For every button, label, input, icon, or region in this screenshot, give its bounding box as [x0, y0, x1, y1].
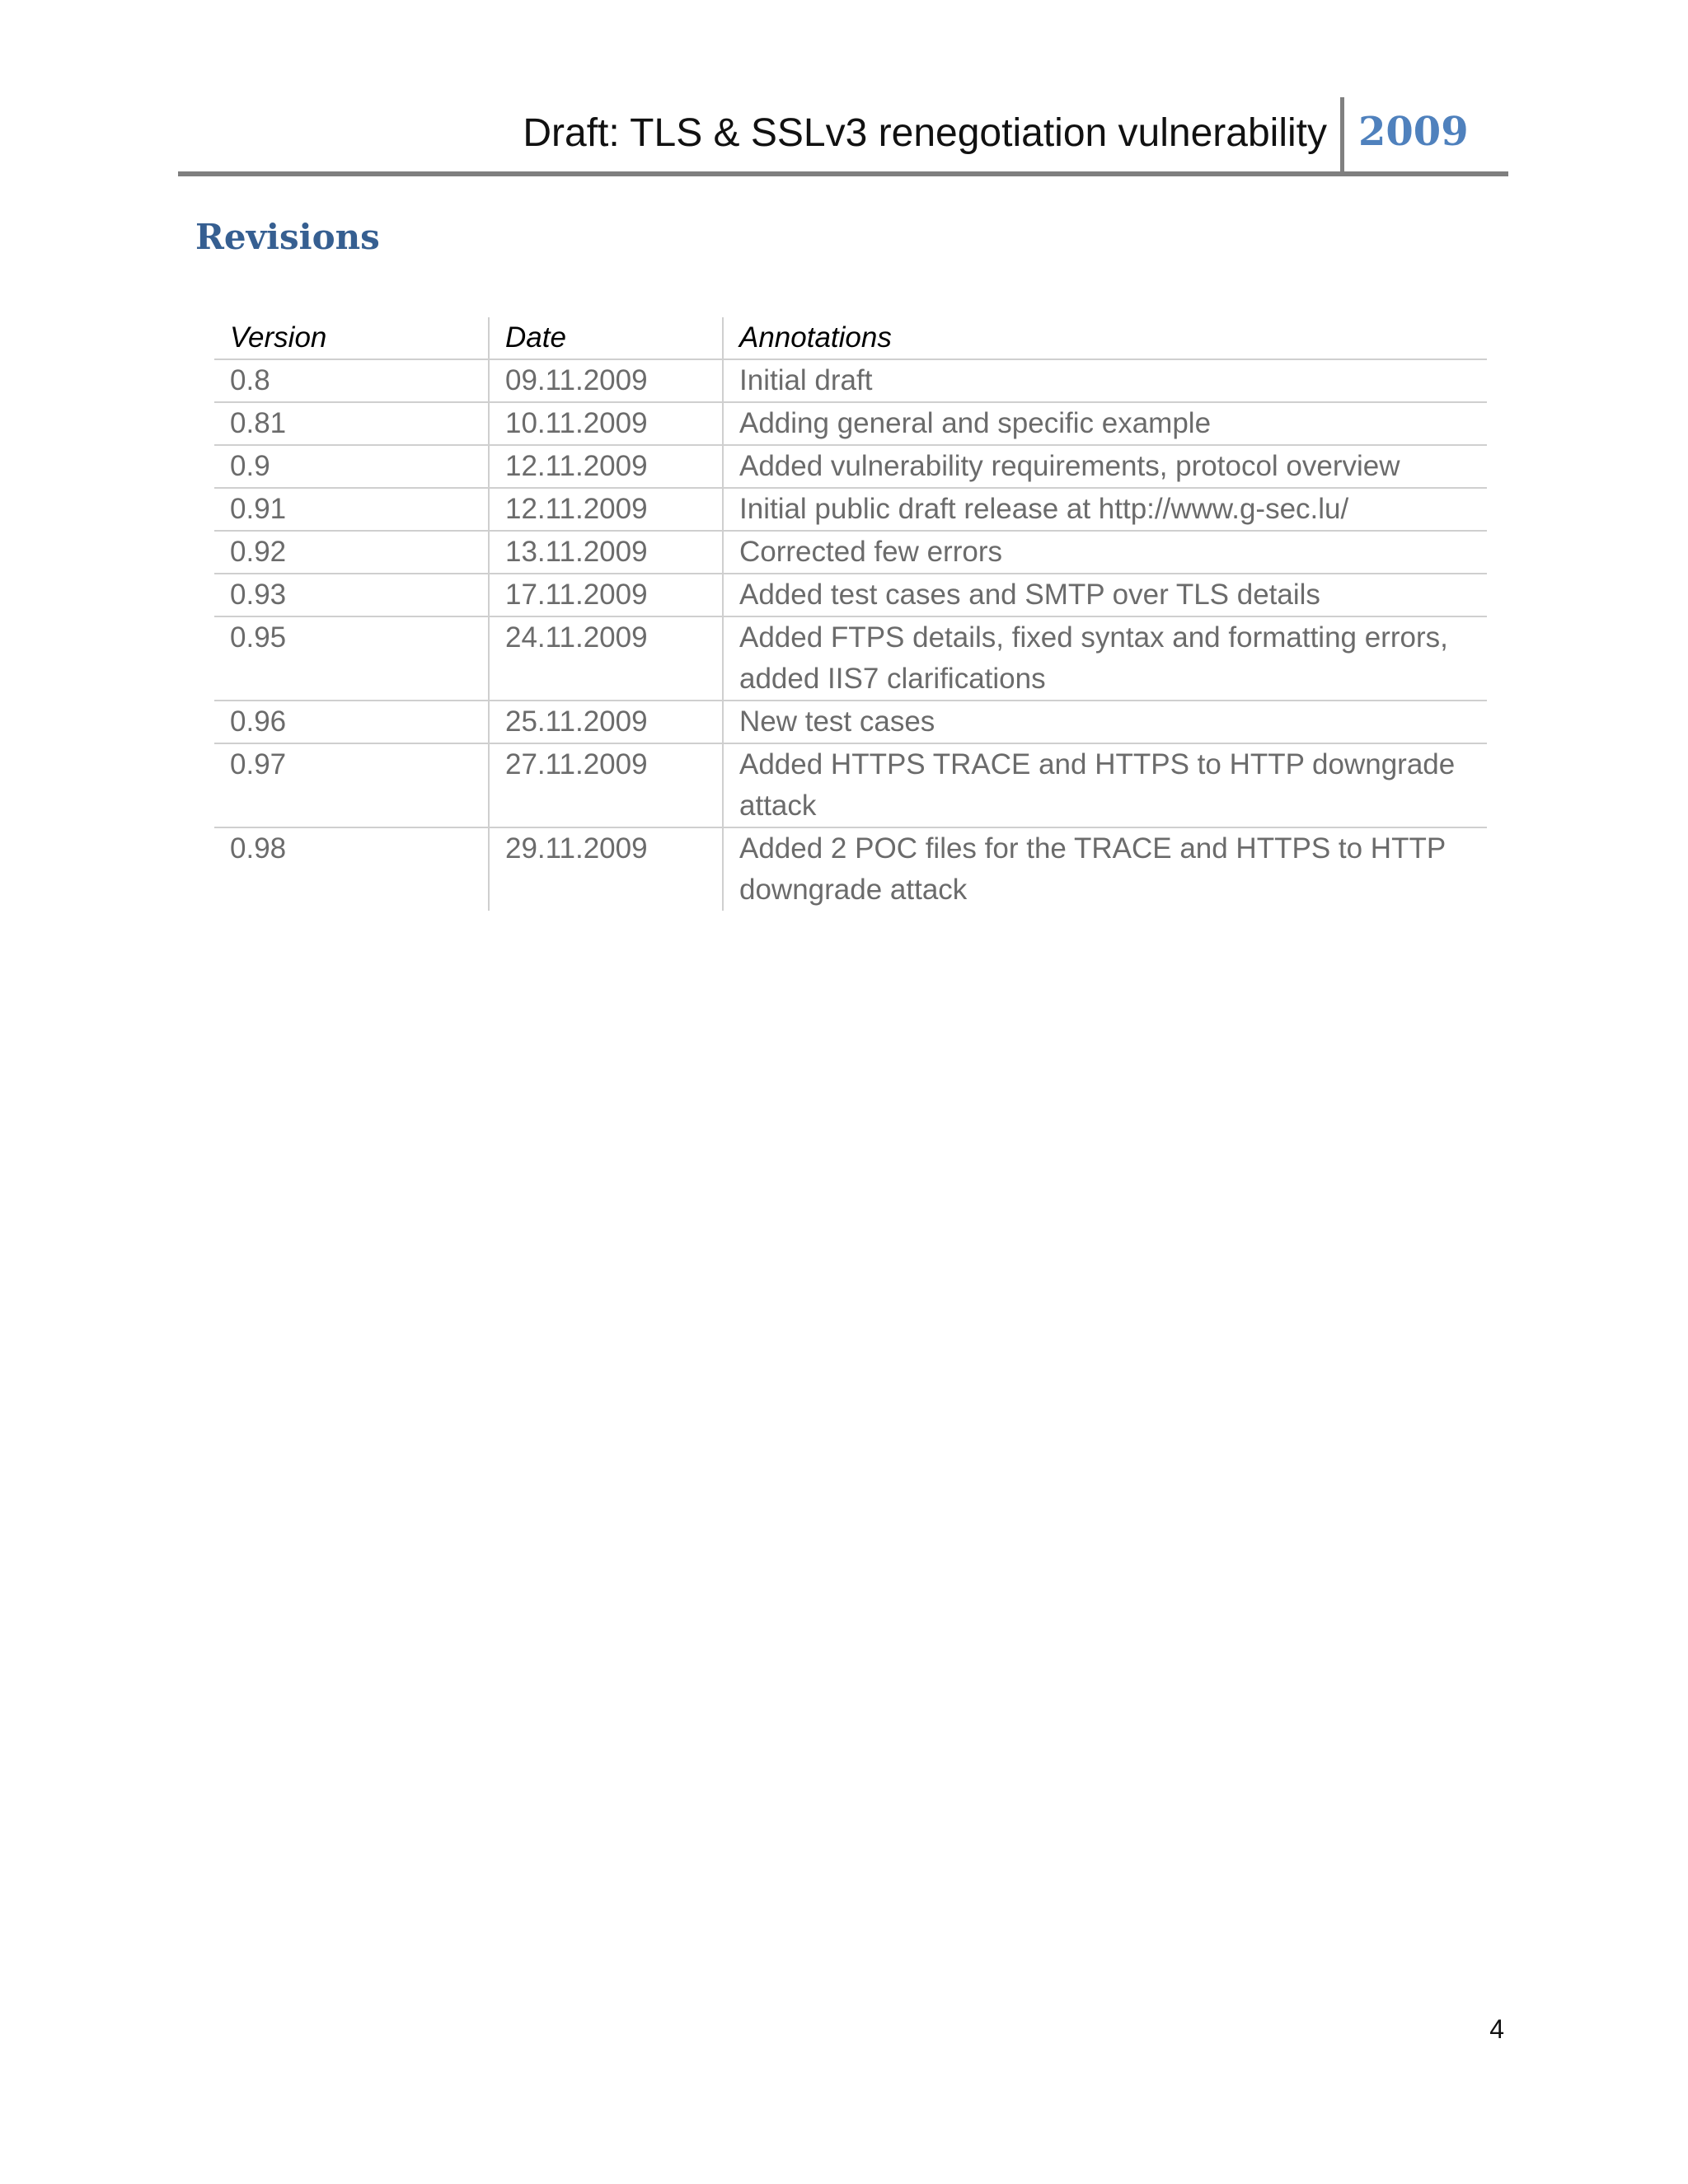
- column-header-annotations: Annotations: [723, 317, 1487, 359]
- revisions-table: [214, 317, 1487, 911]
- header-divider: [1340, 97, 1344, 173]
- cell-version: 0.93: [214, 574, 489, 616]
- cell-date: 10.11.2009: [489, 402, 723, 445]
- table-row: [214, 402, 1487, 445]
- cell-date: 29.11.2009: [489, 827, 723, 911]
- column-header-date: Date: [489, 317, 723, 359]
- table-row: [214, 445, 1487, 488]
- section-heading: Revisions: [195, 217, 380, 257]
- cell-version: 0.98: [230, 832, 287, 865]
- cell-annotations: Added vulnerability requirements, protocol overview: [723, 445, 1487, 488]
- cell-annotations: Added HTTPS TRACE and HTTPS to HTTP downgrade attack: [723, 743, 1487, 827]
- cell-annotations: Added FTPS details, fixed syntax and formatting errors, added IIS7 clarifications: [723, 616, 1487, 701]
- table-row: [214, 827, 1487, 911]
- cell-annotations: Corrected few errors: [723, 531, 1487, 574]
- table-row: [214, 531, 1487, 574]
- table-row: [214, 743, 1487, 827]
- table-row: [214, 574, 1487, 616]
- cell-version: 0.95: [214, 616, 489, 701]
- table-row: [214, 701, 1487, 743]
- page-number: 4: [1489, 2014, 1504, 2044]
- cell-annotations: Adding general and specific example: [723, 402, 1487, 445]
- cell-version: 0.8: [214, 359, 489, 402]
- header-title: Draft: TLS & SSLv3 renegotiation vulnerability: [523, 111, 1327, 155]
- cell-annotations: Added 2 POC files for the TRACE and HTTPS to HTTP downgrade attack: [723, 827, 1487, 911]
- cell-annotations: Added test cases and SMTP over TLS details: [723, 574, 1487, 616]
- cell-version: 0.9: [214, 445, 489, 488]
- cell-date: 12.11.2009: [489, 488, 723, 531]
- cell-date: 17.11.2009: [489, 574, 723, 616]
- table-header-row: [214, 317, 1487, 359]
- cell-version: 0.92: [214, 531, 489, 574]
- cell-version: 0.96: [214, 701, 489, 743]
- cell-version: 0.81: [214, 402, 489, 445]
- cell-date: 24.11.2009: [489, 616, 723, 701]
- cell-date: 12.11.2009: [489, 445, 723, 488]
- cell-annotations: Initial public draft release at http://www.g-sec.lu/: [723, 488, 1487, 531]
- cell-date: 27.11.2009: [489, 743, 723, 827]
- cell-date: 13.11.2009: [489, 531, 723, 574]
- table-row: [214, 616, 1487, 701]
- header-rule: [178, 171, 1508, 176]
- cell-date: 25.11.2009: [489, 701, 723, 743]
- table-row: [214, 359, 1487, 402]
- column-header-version: Version: [214, 317, 489, 359]
- header-year: 2009: [1358, 109, 1469, 155]
- table-row: [214, 488, 1487, 531]
- running-header: [178, 97, 1508, 173]
- cell-version: 0.91: [214, 488, 489, 531]
- cell-annotations: Initial draft: [723, 359, 1487, 402]
- cell-date: 09.11.2009: [489, 359, 723, 402]
- cell-version: 0.97: [214, 743, 489, 827]
- cell-annotations: New test cases: [723, 701, 1487, 743]
